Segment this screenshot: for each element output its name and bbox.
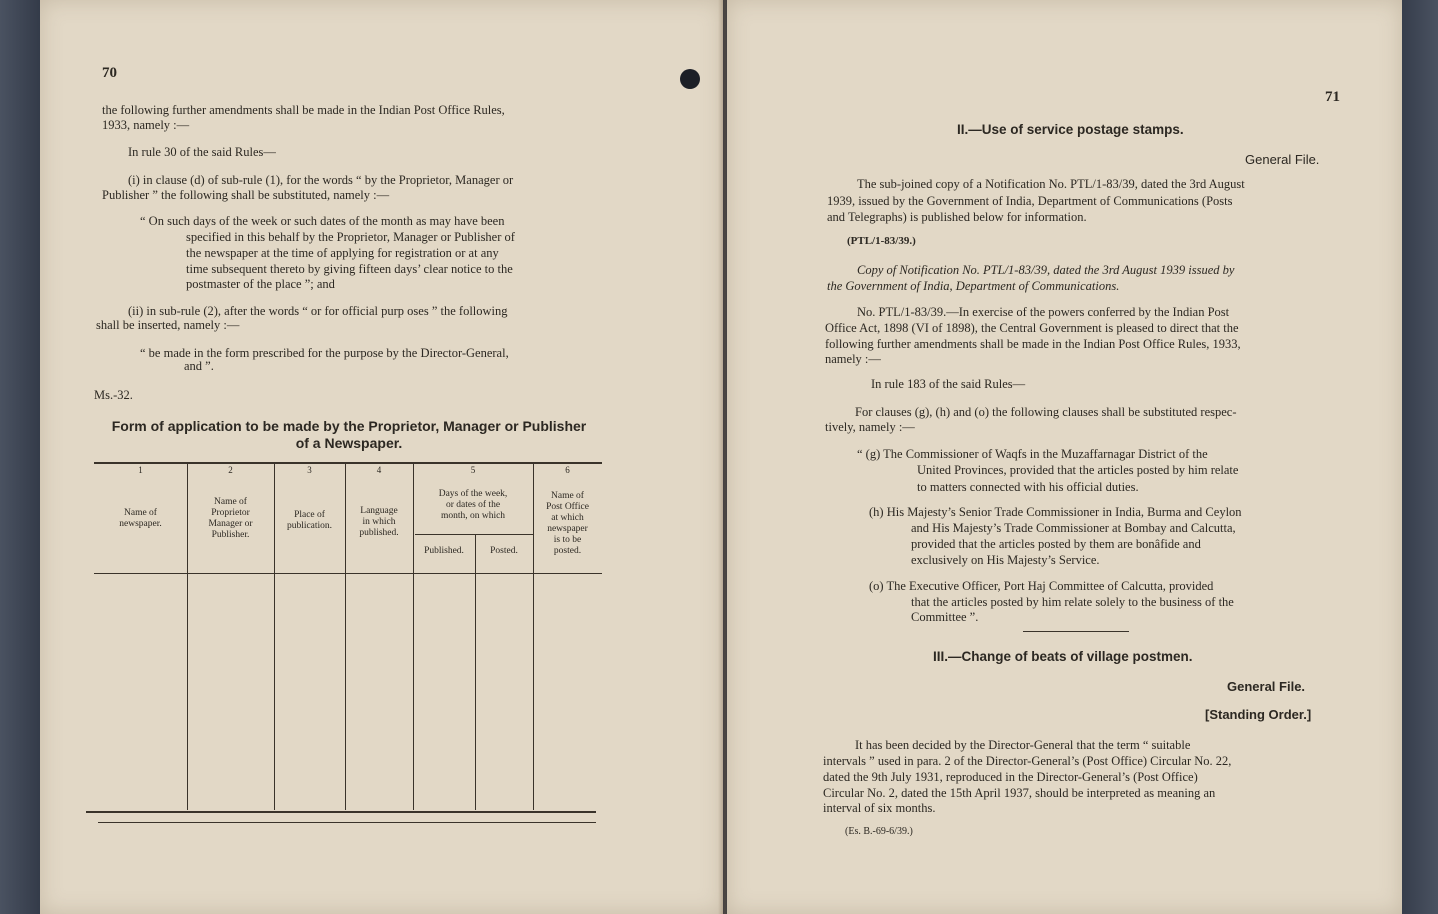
col-header-place <box>274 510 345 532</box>
table-bottom-rule <box>86 811 596 813</box>
clause-o-line-1: (o) The Executive Officer, Port Haj Committee of Calcutta, provided <box>869 579 1214 593</box>
section-2-title: II.—Use of service postage stamps. <box>957 122 1184 137</box>
header-text: Proprietor <box>211 508 250 518</box>
clause-h-line-4: exclusively on His Majesty’s Service. <box>911 553 1100 567</box>
col-number: 5 <box>470 465 476 475</box>
table-col-divider <box>475 535 476 810</box>
clause-ii-line-1: (ii) in sub-rule (2), after the words “ or for official purp oses ” the following <box>128 304 508 318</box>
header-text: or dates of the <box>445 500 501 510</box>
left-page <box>40 0 723 914</box>
quote-2-line-1: “ be made in the form prescribed for the purpose by the Director-General, <box>140 346 509 360</box>
page-number: 70 <box>102 65 117 81</box>
copy-heading-line-2: the Government of India, Department of Communications. <box>827 279 1120 293</box>
para-3-line-4: Circular No. 2, dated the 15th April 1937, should be interpreted as meaning an <box>823 786 1216 800</box>
punch-hole <box>680 69 700 89</box>
copy-heading-line-1: Copy of Notification No. PTL/1-83/39, dated the 3rd August 1939 issued by <box>857 263 1235 277</box>
quote-1-line-4: time subsequent thereto by giving fifteen days’ clear notice to the <box>186 262 513 276</box>
section-3-title: III.—Change of beats of village postmen. <box>933 649 1193 664</box>
quote-1-line-3: the newspaper at the time of applying for registration or at any <box>186 246 499 260</box>
para-3-line-3: dated the 9th July 1931, reproduced in the Director-General’s (Post Office) <box>823 770 1198 784</box>
header-text: Manager or <box>208 519 253 529</box>
header-text: publication. <box>286 521 333 531</box>
header-text: Place of <box>294 510 325 520</box>
para-3-line-2: intervals ” used in para. 2 of the Director-General’s (Post Office) Circular No. 22, <box>823 754 1232 768</box>
table-subheader-rule <box>415 534 533 535</box>
header-text: newspaper. <box>119 519 162 529</box>
clause-h-line-2: and His Majesty’s Trade Commissioner at Bombay and Calcutta, <box>911 521 1236 535</box>
right-page <box>727 0 1402 914</box>
header-text: Language <box>360 506 398 516</box>
header-text: newspaper <box>547 524 588 534</box>
col-number: 2 <box>228 465 233 475</box>
clauses-line-1: For clauses (g), (h) and (o) the following clauses shall be substituted respec- <box>855 405 1237 419</box>
header-text: Name of <box>551 491 584 501</box>
col-header-proprietor <box>187 497 274 541</box>
page-number: 71 <box>1325 89 1340 105</box>
table-top-rule <box>94 462 602 464</box>
header-text: Name of <box>124 508 157 518</box>
intro-line-2: 1933, namely :— <box>102 118 190 132</box>
intro-line-1: the following further amendments shall be made in the Indian Post Office Rules, <box>102 103 505 117</box>
para-1-line-2: 1939, issued by the Government of India, Department of Communications (Posts <box>827 194 1233 208</box>
header-text: in which <box>362 517 396 527</box>
clause-o-line-2: that the articles posted by him relate solely to the business of the <box>911 595 1234 609</box>
col-header-language <box>345 506 413 539</box>
general-file-label: General File. <box>1245 152 1320 167</box>
header-text: month, on which <box>440 511 506 521</box>
col-number: 1 <box>138 465 143 475</box>
quote-1-line-2: specified in this behalf by the Proprietor, Manager or Publisher of <box>186 230 515 244</box>
para-1-line-1: The sub-joined copy of a Notification No. PTL/1-83/39, dated the 3rd August <box>857 177 1245 191</box>
col-number: 6 <box>565 465 570 475</box>
form-title-line-2: of a Newspaper. <box>295 435 403 451</box>
header-text: Publisher. <box>211 530 250 540</box>
quote-2-line-2: and ”. <box>184 359 214 373</box>
col-header-days <box>413 489 533 522</box>
para-2-line-2: Office Act, 1898 (VI of 1898), the Central Government is pleased to direct that the <box>825 321 1239 335</box>
form-code: Ms.-32. <box>94 388 133 402</box>
header-text: is to be <box>553 535 582 545</box>
general-file-label: General File. <box>1227 679 1306 694</box>
clauses-line-2: tively, namely :— <box>825 420 915 434</box>
para-2-line-3: following further amendments shall be made in the Indian Post Office Rules, 1933, <box>825 337 1241 351</box>
subheader-posted: Posted. <box>490 546 518 556</box>
clause-ii-line-2: shall be inserted, namely :— <box>96 318 240 332</box>
quote-1-line-1: “ On such days of the week or such dates of the month as may have been <box>140 214 505 228</box>
clause-g-line-3: to matters connected with his official duties. <box>917 480 1139 494</box>
header-text: posted. <box>553 546 582 556</box>
subheader-published: Published. <box>424 546 464 556</box>
clause-i-line-1: (i) in clause (d) of sub-rule (1), for the words “ by the Proprietor, Manager or <box>128 173 514 187</box>
clause-o-line-3: Committee ”. <box>911 610 979 624</box>
clause-h-line-3: provided that the articles posted by them are bonâfide and <box>911 537 1201 551</box>
clause-g-line-2: United Provinces, provided that the articles posted by him relate <box>917 463 1239 477</box>
header-text: published. <box>359 528 399 538</box>
header-text: Post Office <box>546 502 589 512</box>
header-text: at which <box>551 513 584 523</box>
para-3-line-5: interval of six months. <box>823 801 936 815</box>
para-2-line-1: No. PTL/1-83/39.—In exercise of the powers conferred by the Indian Post <box>857 305 1230 319</box>
para-2-line-4: namely :— <box>825 352 881 366</box>
table-bottom-rule-2 <box>98 822 596 823</box>
quote-1-line-5: postmaster of the place ”; and <box>186 277 335 291</box>
clause-i-line-2: Publisher ” the following shall be substituted, namely :— <box>102 188 390 202</box>
section-divider <box>1023 631 1129 632</box>
standing-order-label: [Standing Order.] <box>1205 707 1312 722</box>
header-text: Days of the week, <box>438 489 508 499</box>
header-text: Name of <box>214 497 247 507</box>
para-1-line-3: and Telegraphs) is published below for information. <box>827 210 1087 224</box>
reference-code: (PTL/1-83/39.) <box>847 235 916 247</box>
col-header-post-office <box>533 491 602 557</box>
table-header-rule <box>94 573 602 574</box>
col-header-newspaper <box>94 508 187 530</box>
reference-code: (Es. B.-69-6/39.) <box>845 826 913 837</box>
col-number: 4 <box>376 465 382 475</box>
form-title-line-1: Form of application to be made by the Proprietor, Manager or Publisher <box>111 418 587 434</box>
rule-30-line: In rule 30 of the said Rules— <box>128 145 276 159</box>
clause-h-line-1: (h) His Majesty’s Senior Trade Commissioner in India, Burma and Ceylon <box>869 505 1242 519</box>
rule-183-line: In rule 183 of the said Rules— <box>871 377 1026 391</box>
para-3-line-1: It has been decided by the Director-General that the term “ suitable <box>855 738 1191 752</box>
clause-g-line-1: “ (g) The Commissioner of Waqfs in the Muzaffarnagar District of the <box>857 447 1208 461</box>
col-number: 3 <box>307 465 312 475</box>
